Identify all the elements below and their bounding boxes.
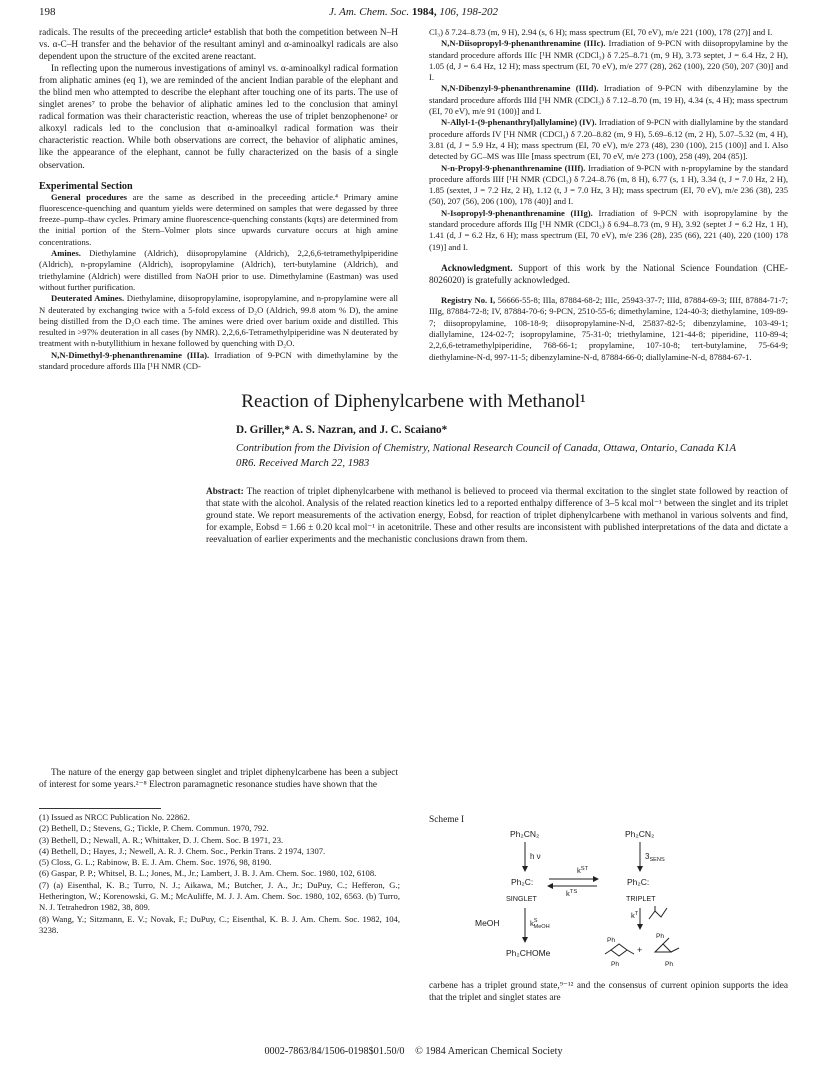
label-kst bbox=[577, 866, 589, 875]
page-footer bbox=[0, 1046, 827, 1057]
diisopropyl-paragraph bbox=[429, 38, 788, 83]
acknowledgment-text: Support of this work by the National Science Foundation (CHE-8026020) is gratefully acknowledged. bbox=[429, 263, 788, 286]
allyl-paragraph bbox=[429, 117, 788, 162]
sens-sub: SENS bbox=[649, 857, 665, 863]
isopropyl-text: Irradiation of 9-PCN with isopropylamine by the standard procedure affords IIIg [¹H NMR (CDCl₃) δ 6.94–8.73 (m, 9 H), 3.92 (septet J = 6.2 Hz, 1 H), 1.41 (d, J = 6.2 Hz, 6 H); mass spectrum (EI, 70 eV), m/e 236 (28), 235 (66), 221 (40), 220 (100) 178 (19)] and I. bbox=[429, 207, 788, 252]
dibenzyl-title: N,N-Dibenzyl-9-phenanthrenamine (IIId). bbox=[441, 83, 599, 94]
kmeoh-k: k bbox=[530, 919, 534, 928]
dibenzyl-paragraph bbox=[429, 83, 788, 117]
dibenzyl-text: Irradiation of 9-PCN with dibenzylamine by the standard procedure affords IIId [¹H NMR (CDCl₃) δ 7.12–8.70 (m, 19 H), 4.34 (s, 4 H); mass spectrum (EI, 70 eV), m/e 91 (100)] and I. bbox=[429, 83, 788, 117]
label-kts bbox=[566, 889, 577, 898]
intro-paragraph-1: radicals. The results of the preceeding article⁴ establish that both the competition between N–H vs. α-C–H transfer and the behavior of the resultant aminyl and α-aminoalkyl radicals are also dependent upon the structure of the excited arene reactant. bbox=[39, 28, 398, 63]
arrow-head bbox=[593, 876, 599, 882]
arrow-head bbox=[547, 883, 553, 889]
registry-title: Registry No. I, bbox=[441, 295, 496, 306]
kts-k: k bbox=[566, 889, 570, 898]
intro-paragraph-2: In reflecting upon the numerous investigations of aminyl vs. α-aminoalkyl radical formation from aliphatic amines (eq 1), we are reminded of the ancient Indian parable of the elephant and the blind men who attempted to describe the elephant after touching one of its parts. The use of singlet arenes⁷ to probe the behavior of aliphatic amines led to the conclusion that aminyl radical formation was their characteristic reaction, whereas the use of triplet benzophenone² or alkoxyl radicals led to the conclusion that α-aminoalkyl radical formation was their characteristic reaction. While both observations are correct, the behavior of aliphatic amines, like the appearance of the elephant, cannot be fully characterized on the basis of a single observation. bbox=[39, 64, 398, 171]
acknowledgment-paragraph bbox=[429, 263, 788, 287]
body-right bbox=[429, 980, 788, 1004]
label-kt bbox=[631, 911, 639, 920]
body-right-paragraph: carbene has a triplet ground state,⁹⁻¹² and the consensus of current opinion supports the idea that the triplet and singlet states are bbox=[429, 981, 788, 1004]
footnotes-list bbox=[39, 812, 400, 936]
abstract-block bbox=[206, 486, 788, 546]
alkene-reagent bbox=[649, 908, 667, 919]
arrow-head bbox=[637, 924, 643, 930]
amines-paragraph bbox=[39, 248, 398, 293]
kt-k: k bbox=[631, 911, 635, 920]
arrow-head bbox=[522, 866, 528, 872]
left-column bbox=[39, 27, 398, 372]
label-sens bbox=[645, 852, 665, 863]
acknowledgment-title: Acknowledgment. bbox=[441, 263, 513, 274]
isopropyl-title: N-Isopropyl-9-phenanthrenamine (IIIg). bbox=[441, 207, 593, 218]
article-affiliation: Contribution from the Division of Chemistry, National Research Council of Canada, Ottawa, Ontario, Canada K1A 0R6. Received March 22, 1983 bbox=[236, 442, 736, 469]
label-ph: Ph bbox=[611, 961, 620, 968]
kmeoh-sub: MeOH bbox=[533, 924, 550, 930]
footer-code: 0002-7863/84/1506-0198$01.50/0 bbox=[264, 1046, 405, 1057]
right-column bbox=[429, 27, 788, 363]
kst-sup: ST bbox=[580, 866, 589, 872]
isopropyl-paragraph bbox=[429, 208, 788, 253]
footnote: (7) (a) Eisenthal, K. B.; Turro, N. J.; Aikawa, M.; Butcher, J. A., Jr.; DuPuy, C.; Hefferon, G.; Hetherington, W.; Korenowski, G. M.; McAuliffe, M. J. J. Am. Chem. Soc. 1980, 102, 6563. (b) Turro, N. J. Tetrahedron 1982, 38, 809. bbox=[39, 879, 400, 913]
label-ph: Ph bbox=[656, 933, 665, 940]
label-meoh: MeOH bbox=[475, 918, 500, 928]
arrow-head bbox=[522, 937, 528, 943]
kmeoh-sup: S bbox=[533, 918, 538, 924]
deuterated-amines-title: Deuterated Amines. bbox=[51, 293, 125, 304]
registry-paragraph bbox=[429, 295, 788, 363]
article-title: Reaction of Diphenylcarbene with Methanol¹ bbox=[241, 391, 586, 412]
label-plus: + bbox=[637, 945, 643, 955]
footnote: (5) Closs, G. L.; Rabinow, B. E. J. Am. Chem. Soc. 1976, 98, 8190. bbox=[39, 857, 272, 868]
footnote: (6) Gaspar, P. P.; Whitsel, B. L.; Jones, M., Jr.; Lambert, J. B. J. Am. Chem. Soc. 1980, 102, 6108. bbox=[39, 868, 377, 879]
footnote: (1) Issued as NRCC Publication No. 22862. bbox=[39, 812, 190, 822]
footnote: (3) Bethell, D.; Newall, A. R.; Whittaker, D. J. Chem. Soc. B 1971, 23. bbox=[39, 834, 284, 845]
npropyl-title: N-n-Propyl-9-phenanthrenamine (IIIf). bbox=[441, 162, 586, 173]
product-bond bbox=[627, 950, 634, 954]
journal-year: 1984, bbox=[411, 6, 437, 18]
scheme-triplet-carbene: Ph₂C: bbox=[627, 877, 650, 887]
abstract-paragraph bbox=[206, 486, 788, 546]
page-number: 198 bbox=[39, 6, 56, 18]
label-singlet: SINGLET bbox=[506, 894, 537, 903]
npropyl-paragraph bbox=[429, 163, 788, 208]
journal-pages: 198-202 bbox=[461, 6, 499, 18]
label-triplet: TRIPLET bbox=[626, 894, 656, 903]
kst-k: k bbox=[577, 866, 581, 875]
amines-title: Amines. bbox=[51, 248, 81, 259]
amines-text: Diethylamine (Aldrich), diisopropylamine (Aldrich), 2,2,6,6-tetramethylpiperidine (Aldrich), n-propylamine (Aldrich), isopropylamine (Aldrich), tert-butylamine (Aldrich), and triethylamine (Aldrich) were distilled from NaOH prior to use. Dimethylamine (Eastman) was used without further purification. bbox=[39, 248, 399, 292]
footnote-rule bbox=[39, 808, 161, 809]
label-kmeoh bbox=[530, 918, 550, 930]
footer-copyright: © 1984 American Chemical Society bbox=[415, 1046, 563, 1057]
product-bond bbox=[671, 948, 679, 952]
scheme-diagram bbox=[429, 826, 789, 978]
abstract-text: The reaction of triplet diphenylcarbene with methanol is believed to proceed via thermal excitation to the singlet state followed by reaction of that state with the alcohol. Analysis of the related reaction kinetics led to a reported enthalpy difference of 3–5 kcal mol⁻¹ between the singlet and its triplet ground state. We report measurements of the activation energy, Eobsd, for reaction of triplet diphenylcarbene with methanol in various solvents and find, for example, Eobsd = 1.66 ± 0.20 kcal mol⁻¹ in acetonitrile. These and other results are inconsistent with published interpretations of the data and dictate a reevaluation of earlier experiments and the mechanistic conclusions drawn from them. bbox=[206, 487, 789, 546]
footnote: (4) Bethell, D.; Hayes, J.; Newell, A. R. J. Chem. Soc., Perkin Trans. 2 1974, 1307. bbox=[39, 845, 326, 856]
kts-sup: TS bbox=[569, 889, 578, 895]
npropyl-text: Irradiation of 9-PCN with n-propylamine by the standard procedure affords IIIf [¹H NMR (CDCl₃) δ 7.24–8.76 (m, 8 H), 6.77 (s, 1 H), 3.34 (t, J = 7.0 Hz, 2 H), 1.85 (sextet, J = 7.2 Hz, 2 H), 1.12 (t, J = 7.0 Hz, 3 H); mass spectrum (EI, 70 eV), m/e 236 (38), 235 (50), 207 (56), 206 (100), 178 (40)] and I. bbox=[429, 162, 789, 207]
deuterated-amines-paragraph bbox=[39, 293, 398, 349]
body-left bbox=[39, 767, 398, 791]
scheme-title: Scheme I bbox=[429, 815, 465, 825]
cyclopropane-product-1 bbox=[611, 944, 627, 956]
dimethyl-paragraph bbox=[39, 350, 398, 373]
body-paragraph-1: The nature of the energy gap between singlet and triplet diphenylcarbene has been a subject of interest for some years.²⁻⁸ Electron paramagnetic resonance studies have shown that the bbox=[39, 768, 398, 791]
footnote: (2) Bethell, D.; Stevens, G.; Tickle, P. Chem. Commun. 1970, 792. bbox=[39, 823, 269, 834]
general-procedures-text: are the same as described in the preceeding article.⁴ Primary amine fluorescence-quenching and quantum yields were determined on samples that were degassed by three freeze–pump–thaw cycles. Primary amine fluorescence-quenching constants (kqτs) are determined from the initial portion of the Stern–Volmer plots since upwards curvature occurs at high amine concentrations. bbox=[39, 191, 399, 247]
journal-volume: 106, bbox=[439, 6, 459, 18]
allyl-title: N-Allyl-1-(9-phenanthryl)allylamine) (IV). bbox=[441, 117, 597, 128]
journal-header bbox=[0, 6, 827, 18]
label-ph: Ph bbox=[607, 937, 616, 944]
experimental-heading: Experimental Section bbox=[39, 180, 133, 192]
scheme-left-reactant: Ph₂CN₂ bbox=[510, 829, 540, 839]
kt-sup: T bbox=[634, 911, 639, 917]
cyclopropane-product-2 bbox=[655, 944, 671, 952]
abstract-label: Abstract: bbox=[206, 487, 244, 497]
journal-name: J. Am. Chem. Soc. bbox=[328, 6, 410, 18]
diisopropyl-title: N,N-Diisopropyl-9-phenanthrenamine (IIIc). bbox=[441, 38, 606, 49]
article-authors: D. Griller,* A. S. Nazran, and J. C. Scaiano* bbox=[236, 424, 448, 436]
dimethyl-title: N,N-Dimethyl-9-phenanthrenamine (IIIa). bbox=[51, 349, 210, 360]
allyl-text: Irradiation of 9-PCN with diallylamine by the standard procedure affords IV [¹H NMR (CDCl₃) δ 7.20–8.82 (m, 9 H), 5.69–6.12 (m, 2 H), 5.07–5.32 (m, 4 H), 3.81 (d, J = 5.9 Hz, 4 H); mass spectrum (EI, 70 eV), m/e 273 (48), 230 (100), 215 (100)] and I. Also detected by GC–MS was IIIe [mass spectrum (EI, 70 eV, m/e 273 (100), 258 (49), 204 (85)]. bbox=[429, 117, 788, 162]
general-procedures-paragraph bbox=[39, 192, 398, 248]
general-procedures-title: General procedures bbox=[51, 191, 127, 202]
label-ph: Ph bbox=[665, 961, 674, 968]
continued-text: Cl₃) δ 7.24–8.73 (m, 9 H), 2.94 (s, 6 H); mass spectrum (EI, 70 eV), m/e 221 (100), 178 (27)] and I. bbox=[429, 27, 773, 37]
scheme-singlet-carbene: Ph₂C: bbox=[511, 877, 534, 887]
sens-3: 3 bbox=[645, 852, 650, 861]
deuterated-amines-text: Diethylamine, diisopropylamine, isopropylamine, and n-propylamine were all N deuterated by exchanging twice with a 5-fold excess of D₂O (Aldrich, 99.8 atom % D), the amine being distilled from the D₂O each time. The amines were dried over barium oxide and distilled. This resulted in >97% deuteration in all cases (by NMR). 2,2,6,6-Tetramethylpiperidine was N deuterated by treatment with n-butyllithium in hexane followed by quenching with D₂O. bbox=[39, 293, 398, 349]
scheme-right-reactant: Ph₂CN₂ bbox=[625, 829, 655, 839]
scheme-product: Ph₂CHOMe bbox=[506, 948, 551, 958]
product-bond bbox=[605, 950, 611, 954]
footnote: (8) Wang, Y.; Sitzmann, E. V.; Novak, F.; DuPuy, C.; Eisenthal, K. B. J. Am. Chem. Soc. 1982, 104, 3238. bbox=[39, 913, 400, 935]
registry-text: 56666-55-8; IIIa, 87884-68-2; IIIc, 25943-37-7; IIId, 87884-69-3; IIIf, 87884-71-7; IIIg, 87884-72-8; IV, 87884-70-6; 9-PCN, 2510-55-6; dimethylamine, 124-40-3; diethylamine, 109-89-7; diisopropylamine, 108-18-9; diisopropylamine-N-d, 25837-82-5; dibenzylamine, 103-49-1; diallylamine, 124-02-7; isopropylamine, 75-31-0; triethylamine, 121-44-8; piperidine, 110-89-4; 2,2,6,6-tetramethylpiperidine, 768-66-1; propylamine, 107-10-8; tert-butylamine, 75-64-9; diethylamine-N-d, 997-11-5; dibenzylamine-N-d, 87884-66-0; diallylamine-N-d, 87884-67-1. bbox=[429, 295, 788, 362]
diisopropyl-text: Irradiation of 9-PCN with diisopropylamine by the standard procedure affords IIIc [¹H NMR (CDCl₃) δ 7.25–8.71 (m, 9 H), 3.73 septet, J = 6.4 Hz, 2 H), 1.05 (d, J = 6.4 Hz, 12 H); mass spectrum (EI, 70 eV), m/e 277 (28), 262 (100), 220 (50), 207 (30)] and I. bbox=[429, 38, 788, 83]
arrow-head bbox=[637, 866, 643, 872]
dimethyl-text: Irradiation of 9-PCN with dimethylamine by the standard procedure affords IIIa [¹H NMR (CD- bbox=[39, 349, 398, 372]
label-hv: h ν bbox=[530, 852, 541, 861]
